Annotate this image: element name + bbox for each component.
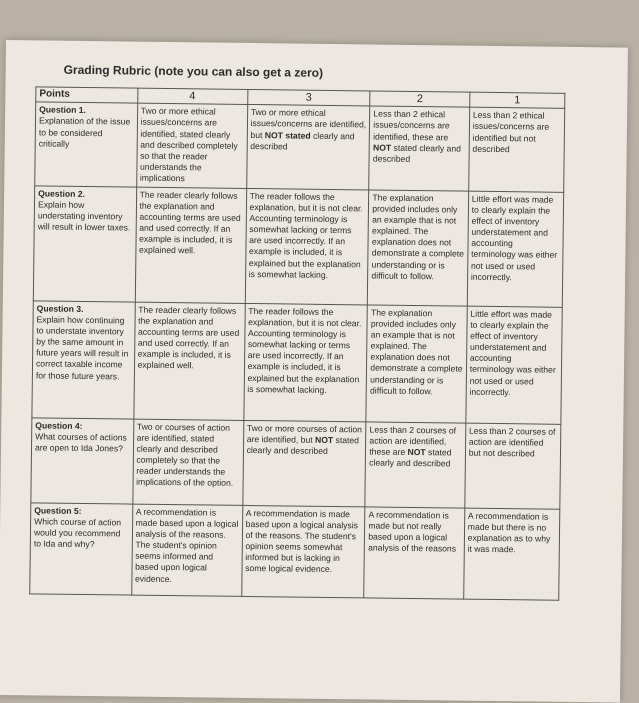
table-row-question-1 xyxy=(35,102,565,192)
criteria-cell-2 xyxy=(369,106,469,190)
question-label: Question 2. xyxy=(38,187,85,199)
criteria-text: Less than 2 courses of action are identified, these are xyxy=(369,423,457,457)
header-score-2: 2 xyxy=(370,91,470,108)
criteria-cell-3 xyxy=(242,420,366,506)
criteria-text: stated clearly and described xyxy=(246,434,360,456)
criteria-text: stated clearly and described xyxy=(369,447,452,469)
question-cell xyxy=(35,102,138,186)
question-text: Explain how continuing to understate inventory by the same amount in future years will result in correct taxable income for those future years. xyxy=(35,314,129,381)
criteria-cell-4: A recommendation is made based upon a logical analysis of the reasons. The student's opinion seems informed and based upon logical evidence. xyxy=(131,504,242,596)
question-cell xyxy=(31,417,134,503)
criteria-cell-1: Less than 2 courses of action are identified but not described xyxy=(465,423,561,509)
criteria-cell-4: Two or courses of action are identified, stated clearly and described completely so that the reader understands the implications of the option. xyxy=(132,419,243,505)
criteria-emphasis: NOT stated xyxy=(264,129,311,141)
table-row-question-5 xyxy=(30,502,560,599)
criteria-text: clearly and described xyxy=(250,130,355,152)
criteria-cell-3: The reader follows the explanation, but it is not clear. Accounting terminology is somewhat lacking or terms are used incorrectly. If an example is included, it is explained but the explanation is somewhat lacking. xyxy=(245,188,369,304)
header-score-4: 4 xyxy=(137,88,247,105)
header-score-1: 1 xyxy=(469,92,564,108)
question-cell xyxy=(33,185,136,301)
criteria-text: Less than 2 ethical issues/concerns are identified, these are xyxy=(373,108,450,143)
table-row-question-4 xyxy=(31,417,561,508)
criteria-cell-4: Two or more ethical issues/concerns are identified, stated clearly and described completely so that the reader understands the implications xyxy=(136,103,247,188)
criteria-cell-3: A recommendation is made based upon a logical analysis of the reasons. The student's opinion seems somewhat informed but is lacking in some logical evidence. xyxy=(241,505,365,597)
criteria-text: Two or more ethical issues/concerns are identified, but xyxy=(250,107,367,140)
criteria-emphasis: NOT xyxy=(407,446,426,458)
criteria-cell-2: The explanation provided includes only an example that is not explained. The explanation does not demonstrate a complete understanding or is difficult to follow. xyxy=(366,304,467,422)
question-cell xyxy=(30,502,133,594)
table-row-question-2 xyxy=(33,185,563,306)
header-points: Points xyxy=(36,87,138,104)
question-text: Which course of action would you recommend to Ida and why? xyxy=(33,516,122,550)
criteria-cell-2: A recommendation is made but not really based upon a logical analysis of the reasons xyxy=(364,506,465,598)
criteria-cell-2: The explanation provided includes only an example that is not explained. The explanation does not demonstrate a complete understanding or is difficult to follow. xyxy=(368,189,469,305)
criteria-text: stated clearly and described xyxy=(372,142,461,164)
criteria-cell-4: The reader clearly follows the explanation and accounting terms are used and used correctly. If an example is included, it is explained well. xyxy=(135,187,246,303)
rubric-paper xyxy=(0,40,628,703)
criteria-cell-2 xyxy=(365,421,465,507)
criteria-cell-1: Less than 2 ethical issues/concerns are identified but not described xyxy=(468,107,564,191)
question-text: Explanation of the issue to be considered critically xyxy=(38,115,131,149)
criteria-cell-1: Little effort was made to clearly explain the effect of inventory understatement and accounting terminology was either not used or used incorrectly. xyxy=(466,306,563,424)
question-label: Question 4: xyxy=(35,419,83,431)
question-text: Explain how understating inventory will result in lower taxes. xyxy=(37,199,131,233)
criteria-cell-1: A recommendation is made but there is no explanation as to why it was made. xyxy=(463,508,559,600)
criteria-cell-1: Little effort was made to clearly explain the effect of inventory understatement and accounting terminology was either not used or used incorrectly. xyxy=(467,191,564,307)
table-row-question-3 xyxy=(32,300,562,423)
criteria-cell-3 xyxy=(246,105,370,190)
criteria-emphasis: NOT xyxy=(372,142,392,153)
question-label: Question 3. xyxy=(36,302,84,314)
criteria-emphasis: NOT xyxy=(315,434,334,445)
question-text: What courses of actions are open to Ida Jones? xyxy=(34,431,127,454)
criteria-cell-4: The reader clearly follows the explanation and accounting terms are used and used correctly. If an example is included, it is explained well. xyxy=(133,302,244,420)
question-label: Question 1. xyxy=(39,104,87,116)
question-cell xyxy=(32,300,135,418)
header-score-3: 3 xyxy=(247,89,370,106)
rubric-table xyxy=(29,86,565,600)
page-title: Grading Rubric (note you can also get a zero) xyxy=(63,62,324,80)
question-label: Question 5: xyxy=(34,504,82,516)
criteria-text: Two or more courses of action are identified, but xyxy=(246,422,363,445)
criteria-cell-3: The reader follows the explanation, but it is not clear. Accounting terminology is somewhat lacking or terms are used incorrectly. If an example is included, it is explained but the explanation is somewhat lacking. xyxy=(243,303,367,421)
